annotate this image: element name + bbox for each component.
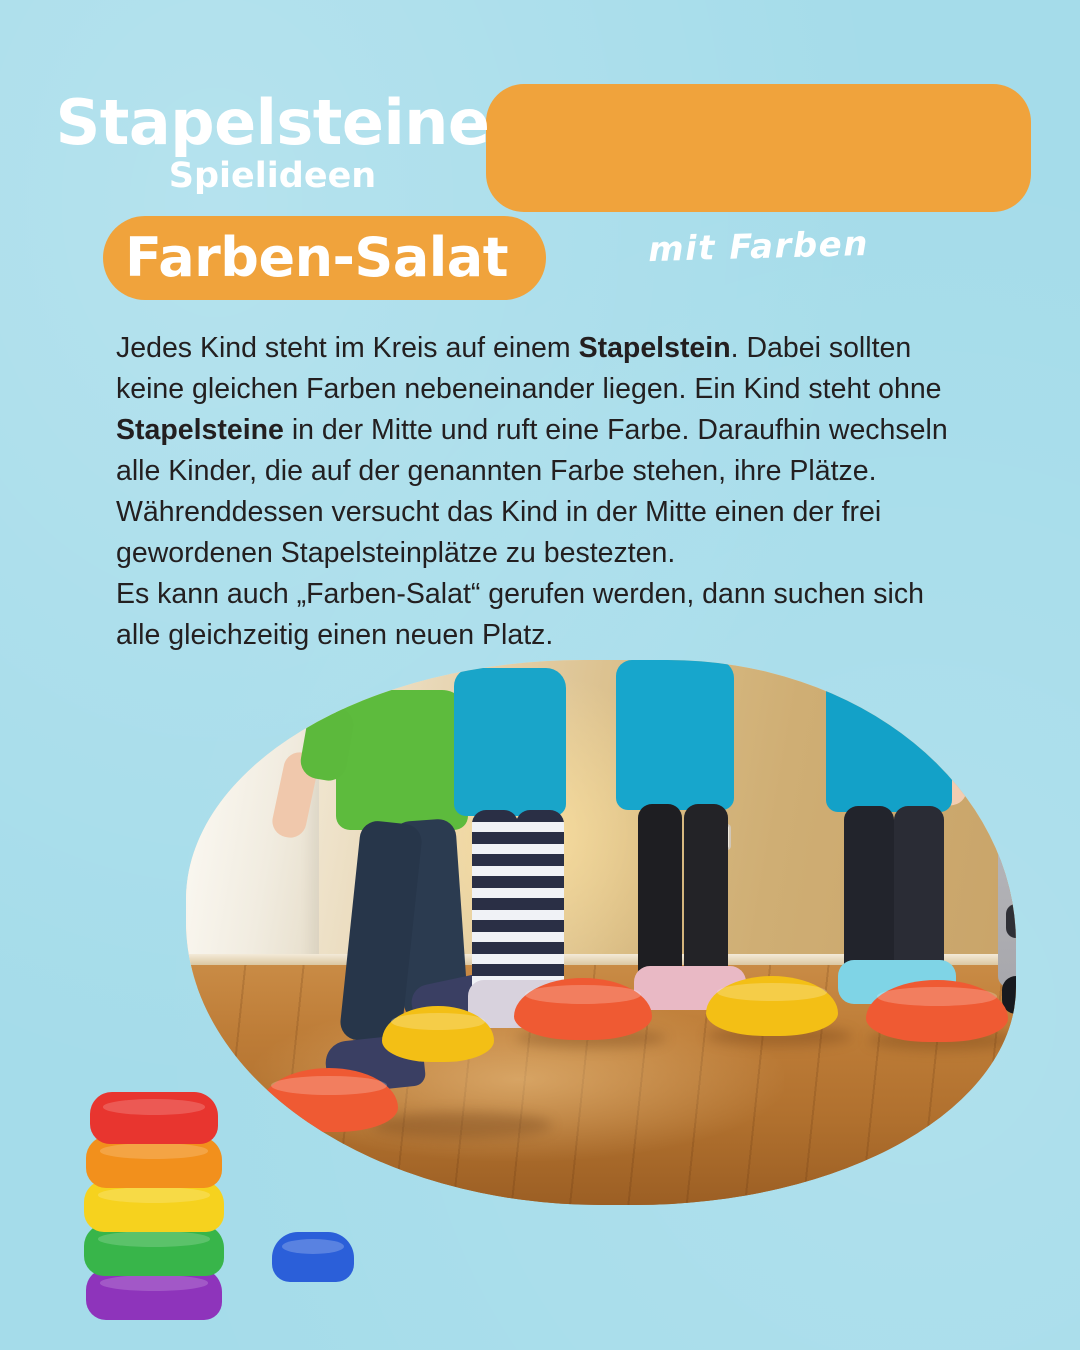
- child-torso: [454, 668, 566, 816]
- child-torso: [336, 690, 468, 830]
- single-stone-blue: [272, 1232, 354, 1282]
- child-leg: [472, 810, 518, 1000]
- body-paragraph-2: Es kann auch „Farben-Salat“ gerufen werden, dann suchen sich alle gleichzeitig einen neuen Platz.: [116, 578, 924, 651]
- brand-badge: [486, 84, 1031, 212]
- photo-image: [186, 660, 1016, 1205]
- photo-blob: [186, 660, 1016, 1205]
- page-title: Farben-Salat: [125, 226, 509, 289]
- brand-subtitle: Spielideen: [168, 156, 377, 196]
- child-pants: [998, 798, 1016, 988]
- stone-layer-red: [90, 1092, 218, 1144]
- brand-tagline: mit Farben: [647, 223, 870, 271]
- body-copy: [116, 328, 966, 656]
- brand-title: Stapelsteine: [55, 86, 490, 159]
- stacked-stones-illustration: [84, 1092, 224, 1314]
- child-torso: [826, 660, 952, 812]
- body-paragraph-1: Jedes Kind steht im Kreis auf einem Stapelstein. Dabei sollten keine gleichen Farben nebeneinander liegen. Ein Kind steht ohne Stapelsteine in der Mitte und ruft eine Farbe. Daraufhin wechseln alle Kinder, die auf der genannten Farbe stehen, ihre Plätze. Währenddessen versucht das Kind in der Mitte einen der frei gewordenen Stapelsteinplätze zu bestezten.: [116, 332, 948, 569]
- child-torso: [1006, 682, 1016, 804]
- child-torso: [616, 660, 734, 810]
- photo-stone-shadow: [372, 1112, 552, 1138]
- child-knee-patch: [1006, 904, 1016, 938]
- child-leg: [516, 810, 564, 1000]
